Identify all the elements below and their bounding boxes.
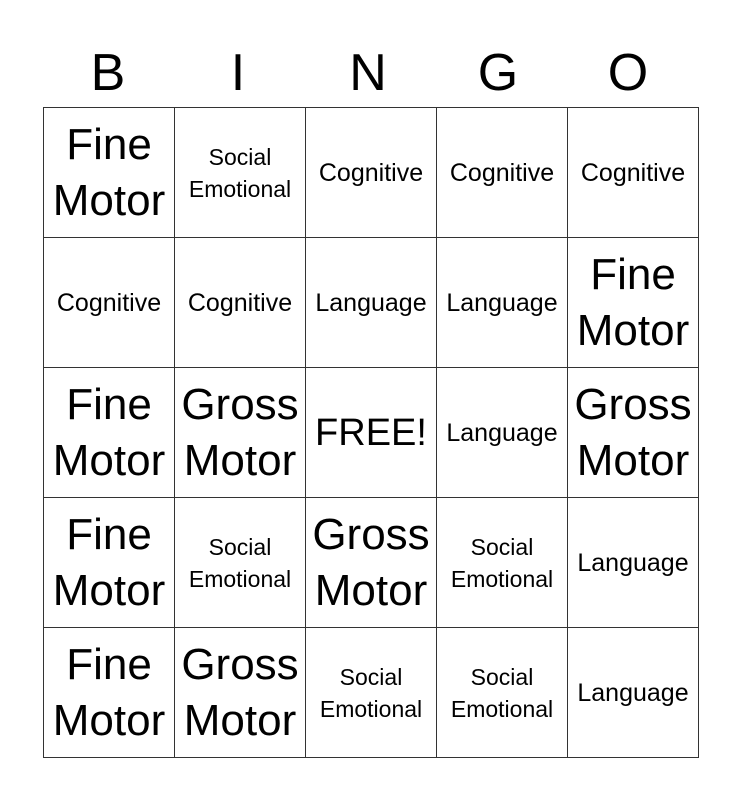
header-letter-b: B bbox=[90, 44, 126, 102]
board-cell-label: Fine Motor bbox=[52, 119, 166, 225]
board-cell-label: Language bbox=[446, 418, 558, 447]
board-cell-label: Language bbox=[577, 678, 689, 707]
board-cell-label: Fine Motor bbox=[576, 249, 690, 355]
board-cell[interactable] bbox=[568, 498, 699, 628]
board-cell-label: Social Emotional bbox=[188, 143, 292, 202]
board-cell-label: Language bbox=[315, 288, 427, 317]
board-cell-label: Fine Motor bbox=[52, 639, 166, 745]
board-cell[interactable] bbox=[175, 368, 306, 498]
board-cell-label: Gross Motor bbox=[181, 379, 299, 485]
board-cell-label: Language bbox=[577, 548, 689, 577]
board-row bbox=[44, 368, 699, 498]
board-cell[interactable] bbox=[44, 498, 175, 628]
board-cell[interactable] bbox=[44, 628, 175, 758]
board-cell-label: Language bbox=[446, 288, 558, 317]
board-row bbox=[44, 108, 699, 238]
board-cell-label: Cognitive bbox=[580, 158, 686, 187]
board-cell[interactable] bbox=[44, 108, 175, 238]
board-cell[interactable] bbox=[44, 368, 175, 498]
board-cell-label: Gross Motor bbox=[312, 509, 430, 615]
board-row bbox=[44, 498, 699, 628]
board-cell[interactable] bbox=[437, 498, 568, 628]
board-cell[interactable] bbox=[568, 238, 699, 368]
board-cell[interactable] bbox=[175, 108, 306, 238]
board-cell-label: Fine Motor bbox=[52, 509, 166, 615]
board-cell-label: Cognitive bbox=[187, 288, 293, 317]
board-row bbox=[44, 628, 699, 758]
board-cell-label: Social Emotional bbox=[188, 533, 292, 592]
board-cell[interactable] bbox=[306, 368, 437, 498]
header-letter-i: I bbox=[230, 44, 246, 102]
board-cell[interactable] bbox=[568, 108, 699, 238]
board-cell[interactable] bbox=[437, 368, 568, 498]
bingo-header bbox=[43, 40, 693, 106]
board-cell-label: Cognitive bbox=[449, 158, 555, 187]
header-letter-o: O bbox=[607, 44, 649, 102]
board-cell[interactable] bbox=[568, 628, 699, 758]
board-cell[interactable] bbox=[175, 238, 306, 368]
board-cell[interactable] bbox=[175, 628, 306, 758]
header-letter-g: G bbox=[477, 44, 519, 102]
board-cell-label: Social Emotional bbox=[319, 663, 423, 722]
board-row bbox=[44, 238, 699, 368]
bingo-board bbox=[43, 107, 699, 758]
board-cell[interactable] bbox=[568, 368, 699, 498]
board-cell[interactable] bbox=[437, 238, 568, 368]
board-cell[interactable] bbox=[306, 238, 437, 368]
board-cell-label: Gross Motor bbox=[574, 379, 692, 485]
board-cell[interactable] bbox=[306, 108, 437, 238]
board-cell-label: Social Emotional bbox=[450, 663, 554, 722]
board-cell-label: Fine Motor bbox=[52, 379, 166, 485]
board-cell[interactable] bbox=[306, 498, 437, 628]
board-cell-label: FREE! bbox=[315, 411, 427, 454]
board-cell[interactable] bbox=[175, 498, 306, 628]
board-cell[interactable] bbox=[437, 108, 568, 238]
board-cell-label: Cognitive bbox=[318, 158, 424, 187]
board-cell-label: Gross Motor bbox=[181, 639, 299, 745]
board-cell-label: Social Emotional bbox=[450, 533, 554, 592]
board-cell[interactable] bbox=[44, 238, 175, 368]
board-cell[interactable] bbox=[437, 628, 568, 758]
board-cell-label: Cognitive bbox=[56, 288, 162, 317]
board-cell[interactable] bbox=[306, 628, 437, 758]
header-letter-n: N bbox=[349, 44, 387, 102]
